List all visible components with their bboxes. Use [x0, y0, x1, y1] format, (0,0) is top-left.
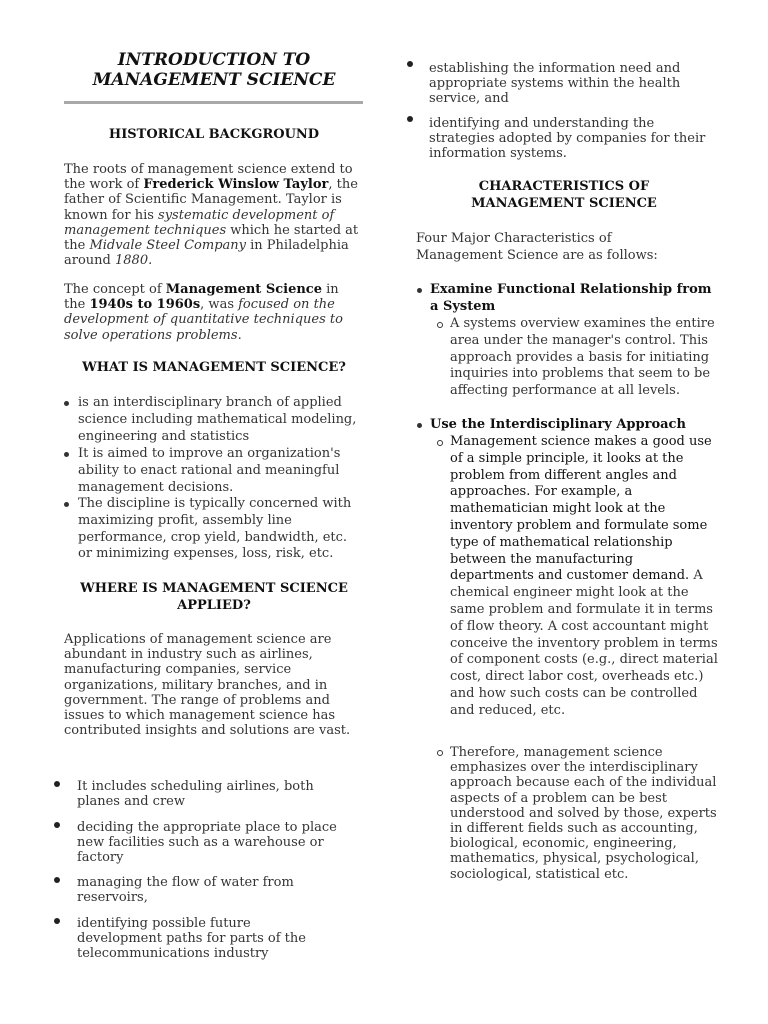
heading-historical-background: HISTORICAL BACKGROUND — [108, 127, 320, 142]
bullet-icon — [407, 116, 413, 122]
list-item: Management science makes a good use of a simple principle, it looks at the problem from different angles and approaches. For example, a mathematician might look at the inventory problem and formulate some type of mathematical relationship between the manufacturing departments and customer demand. A chemical engineer might look at the same problem and formulate it in terms of flow theory. A cost accountant might conceive the inventory problem in terms of component costs (e.g., direct material cost, direct labor cost, overheads etc.) and how such costs can be controlled and reduced, etc. — [436, 434, 720, 720]
document-title — [64, 50, 364, 90]
where-paragraph: Applications of management science are abundant in industry such as airlines, manufacturing companies, service organizations, military branches, and in government. The range of problems and issues to which management science has contributed insights and solutions are vast. — [64, 632, 351, 739]
historical-paragraph-2: The concept of Management Science in the 1940s to 1960s, was focused on the development of quantitative techniques to solve operations problems. — [64, 282, 343, 343]
list-item: Therefore, management science emphasizes over the interdisciplinary approach because each of the individual aspects of a problem can be best understood and solved by those, experts in different fields such as accounting, biological, economic, engineering, mathematics, physical, psychological, sociological, statistical etc. — [436, 745, 720, 882]
bullet-icon — [64, 502, 69, 507]
bullet-icon — [54, 877, 60, 883]
heading-where-applied: WHERE IS MANAGEMENT SCIENCE APPLIED? — [80, 581, 348, 613]
list-item: It is aimed to improve an organization's ability to enact rational and meaningful management decisions. — [64, 446, 364, 496]
list-item: Use the Interdisciplinary Approach — [416, 417, 716, 434]
circle-bullet-icon — [437, 750, 443, 756]
bullet-icon — [417, 423, 422, 428]
title-line-1: INTRODUCTION TO — [117, 50, 311, 70]
circle-bullet-icon — [437, 322, 443, 328]
list-item: A systems overview examines the entire area under the manager's control. This approach provides a basis for initiating inquiries into problems that seem to be affecting performance at all levels. — [436, 316, 720, 400]
bullet-icon — [54, 781, 60, 787]
bullet-icon — [54, 918, 60, 924]
title-divider — [64, 101, 363, 104]
list-item: managing the flow of water from reservoirs, — [52, 875, 352, 905]
list-item: The discipline is typically concerned with maximizing profit, assembly line performance, crop yield, bandwidth, etc. or minimizing expenses, loss, risk, etc. — [64, 496, 364, 563]
circle-bullet-icon — [437, 440, 443, 446]
list-item: deciding the appropriate place to place new facilities such as a warehouse or factory — [52, 820, 352, 866]
title-line-2: MANAGEMENT SCIENCE — [92, 70, 336, 90]
bullet-icon — [54, 822, 60, 828]
bullet-icon — [417, 288, 422, 293]
list-item: identifying possible future development paths for parts of the telecommunications industry — [52, 916, 352, 962]
bullet-icon — [64, 452, 69, 457]
list-item: Examine Functional Relationship from a System — [416, 282, 716, 316]
bullet-icon — [64, 401, 69, 406]
list-item: identifying and understanding the strategies adopted by companies for their information systems. — [405, 116, 717, 162]
historical-paragraph-1: The roots of management science extend to the work of Frederick Winslow Taylor, the father of Scientific Management. Taylor is known for his systematic development of management techniques which he started at the Midvale Steel Company in Philadelphia around 1880. — [64, 162, 359, 269]
bullet-icon — [407, 61, 413, 67]
characteristics-intro: Four Major Characteristics of Management Science are as follows: — [416, 231, 658, 263]
heading-what-is-management-science: WHAT IS MANAGEMENT SCIENCE? — [82, 360, 346, 375]
list-item: establishing the information need and appropriate systems within the health service, and — [405, 61, 717, 107]
heading-characteristics: CHARACTERISTICS OF MANAGEMENT SCIENCE — [471, 179, 657, 211]
list-item: is an interdisciplinary branch of applied science including mathematical modeling, engineering and statistics — [64, 395, 364, 445]
list-item: It includes scheduling airlines, both planes and crew — [52, 779, 352, 809]
